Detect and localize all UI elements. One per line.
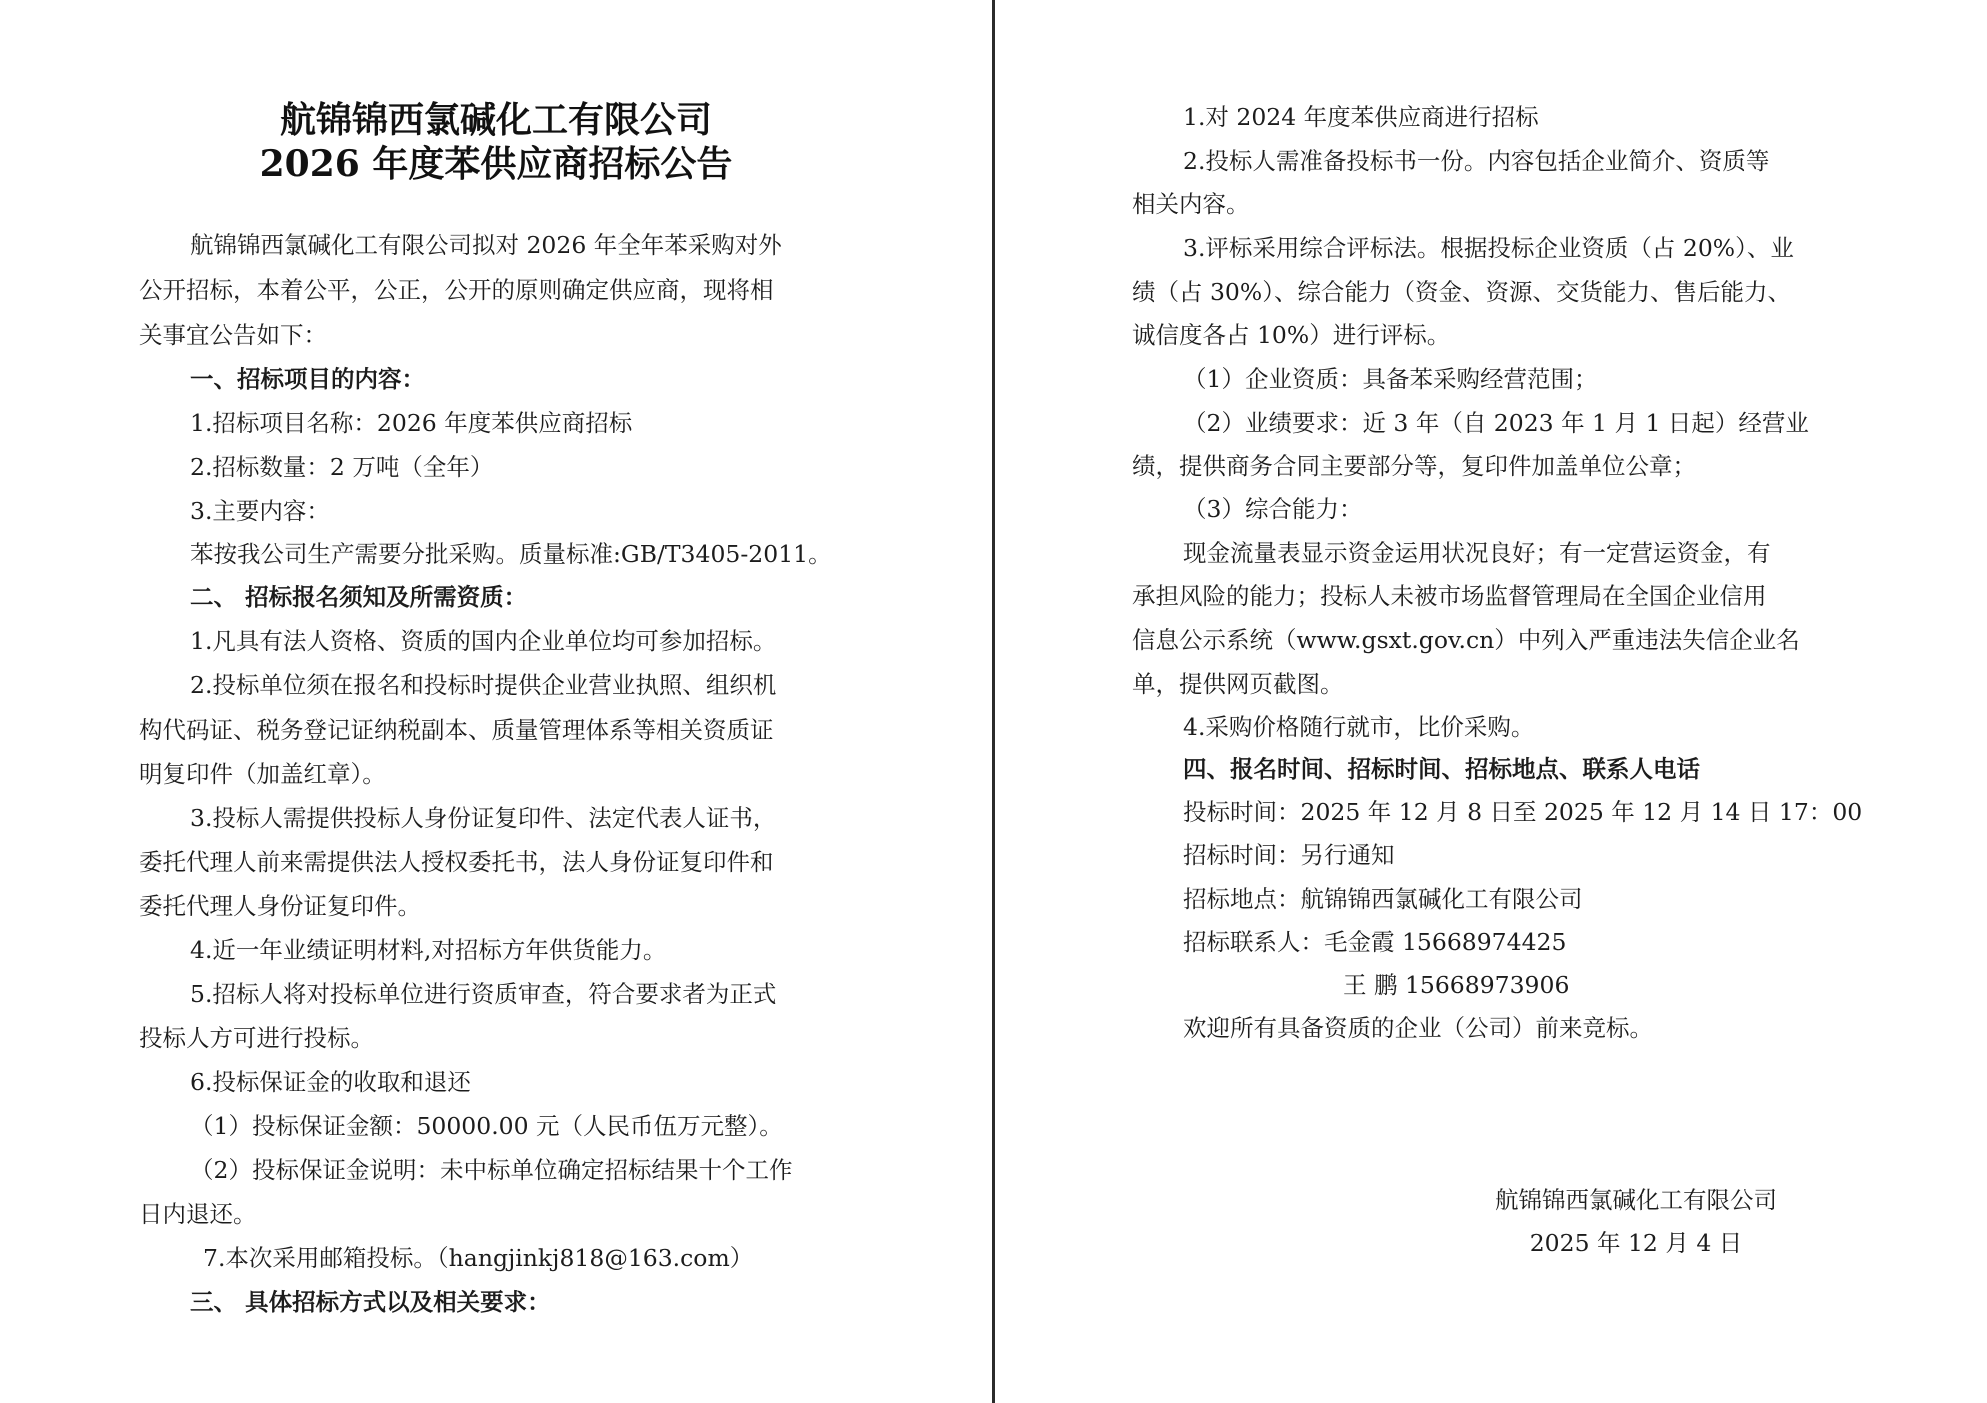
paragraph-line: 3.主要内容： (190, 497, 330, 525)
paragraph-line: 招标地点：航锦锦西氯碱化工有限公司 (1183, 885, 1583, 913)
paragraph-line: 2.招标数量：2 万吨（全年） (190, 453, 494, 481)
paragraph-line: （1）企业资质：具备苯采购经营范围； (1183, 365, 1598, 393)
paragraph-line: 1.凡具有法人资格、资质的国内企业单位均可参加招标。 (190, 627, 777, 655)
paragraph-line: 招标时间：另行通知 (1183, 841, 1395, 869)
paragraph-line: 6.投标保证金的收取和退还 (190, 1068, 471, 1096)
left-page (0, 0, 992, 1403)
page-divider (992, 0, 995, 1403)
section-heading-1: 一、招标项目的内容： (190, 365, 425, 393)
paragraph-line: 1.对 2024 年度苯供应商进行招标 (1183, 103, 1539, 131)
paragraph-line: 绩，提供商务合同主要部分等，复印件加盖单位公章； (1132, 452, 1696, 480)
paragraph-line: 3.投标人需提供投标人身份证复印件、法定代表人证书， (190, 804, 777, 832)
paragraph-line: 信息公示系统（www.gsxt.gov.cn）中列入严重违法失信企业名 (1132, 626, 1800, 654)
paragraph-line: 4.近一年业绩证明材料,对招标方年供货能力。 (190, 936, 667, 964)
paragraph-line: 投标时间：2025 年 12 月 8 日至 2025 年 12 月 14 日 17：00 (1183, 798, 1863, 826)
paragraph-line: 关事宜公告如下： (139, 321, 327, 349)
signature-company: 航锦锦西氯碱化工有限公司 (1495, 1186, 1777, 1214)
paragraph-line: 2.投标人需准备投标书一份。内容包括企业简介、资质等 (1183, 147, 1770, 175)
paragraph-line: 诚信度各占 10%）进行评标。 (1132, 321, 1451, 349)
paragraph-line: 1.招标项目名称：2026 年度苯供应商招标 (190, 409, 633, 437)
paragraph-line: 相关内容。 (1132, 190, 1250, 218)
paragraph-line: 航锦锦西氯碱化工有限公司拟对 2026 年全年苯采购对外 (190, 231, 782, 259)
paragraph-line: 3.评标采用综合评标法。根据投标企业资质（占 20%）、业 (1183, 234, 1794, 262)
paragraph-line: 委托代理人身份证复印件。 (139, 892, 421, 920)
paragraph-line: 日内退还。 (139, 1200, 257, 1228)
paragraph-line: 现金流量表显示资金运用状况良好；有一定营运资金，有 (1183, 539, 1771, 567)
paragraph-line: 7.本次采用邮箱投标。（hangjinkj818@163.com） (203, 1244, 754, 1272)
notice-title-line1: 航锦锦西氯碱化工有限公司 (279, 99, 712, 141)
paragraph-line: 构代码证、税务登记证纳税副本、质量管理体系等相关资质证 (139, 716, 774, 744)
section-heading-4: 四、报名时间、招标时间、招标地点、联系人电话 (1183, 755, 1700, 783)
paragraph-line: 公开招标，本着公平，公正，公开的原则确定供应商，现将相 (139, 276, 774, 304)
paragraph-line: （1）投标保证金额：50000.00 元（人民币伍万元整）。 (190, 1112, 783, 1140)
paragraph-line: 绩（占 30%）、综合能力（资金、资源、交货能力、售后能力、 (1132, 278, 1791, 306)
paragraph-line: 委托代理人前来需提供法人授权委托书，法人身份证复印件和 (139, 848, 774, 876)
contact-line: 王 鹏 15668973906 (1343, 971, 1570, 999)
paragraph-line: （2）投标保证金说明：未中标单位确定招标结果十个工作 (190, 1156, 793, 1184)
paragraph-line: 投标人方可进行投标。 (139, 1024, 374, 1052)
paragraph-line: 2.投标单位须在报名和投标时提供企业营业执照、组织机 (190, 671, 777, 699)
paragraph-line: 欢迎所有具备资质的企业（公司）前来竞标。 (1183, 1014, 1653, 1042)
right-page (996, 0, 1987, 1403)
paragraph-line: 承担风险的能力；投标人未被市场监督管理局在全国企业信用 (1132, 582, 1767, 610)
signature-date: 2025 年 12 月 4 日 (1529, 1229, 1743, 1257)
paragraph-line: （2）业绩要求：近 3 年（自 2023 年 1 月 1 日起）经营业 (1183, 409, 1809, 437)
paragraph-line: 明复印件（加盖红章）。 (139, 760, 386, 788)
notice-title-line2: 2026 年度苯供应商招标公告 (259, 143, 733, 185)
contact-line: 招标联系人：毛金霞 15668974425 (1183, 928, 1567, 956)
section-heading-3: 三、 具体招标方式以及相关要求： (190, 1288, 551, 1316)
paragraph-line: （3）综合能力： (1183, 495, 1363, 523)
section-heading-2: 二、 招标报名须知及所需资质： (190, 583, 528, 611)
paragraph-line: 苯按我公司生产需要分批采购。质量标准:GB/T3405-2011。 (190, 540, 832, 568)
paragraph-line: 4.采购价格随行就市，比价采购。 (1183, 713, 1535, 741)
paragraph-line: 单，提供网页截图。 (1132, 670, 1344, 698)
paragraph-line: 5.招标人将对投标单位进行资质审查，符合要求者为正式 (190, 980, 777, 1008)
